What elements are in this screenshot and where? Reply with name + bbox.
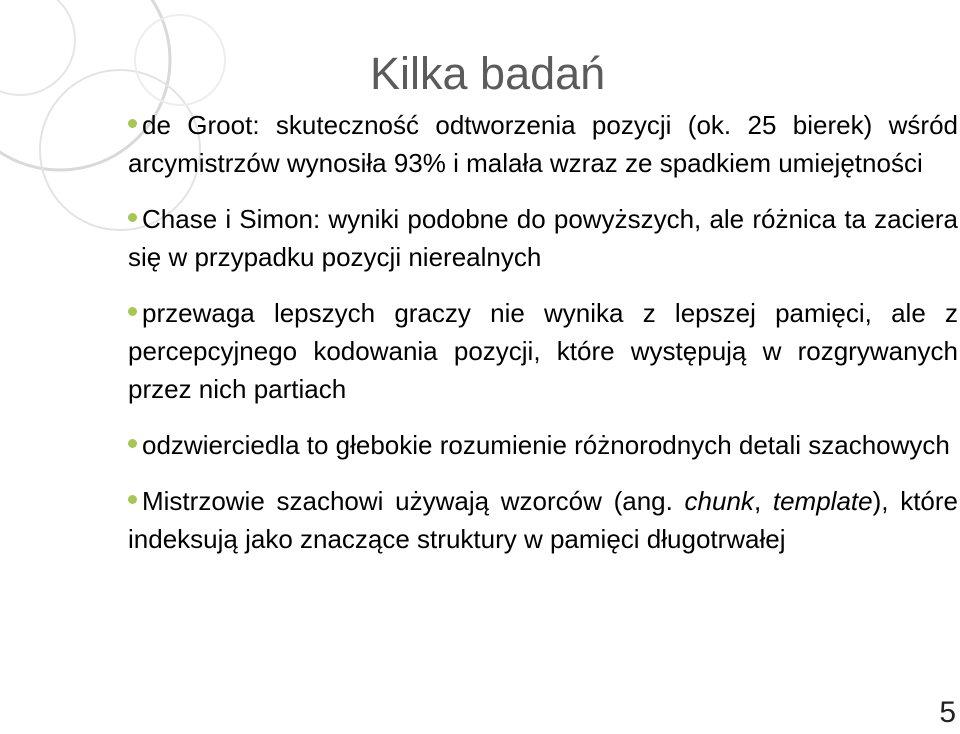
bullet-list: [128, 106, 958, 576]
bullet-item: [128, 294, 958, 408]
bullet-text: przewaga lepszych graczy nie wynika z lepszej pamięci, ale z percepcyjnego kodowania pozycji, które występują w rozgrywanych przez nich partiach: [128, 298, 958, 404]
bullet-item: [128, 426, 958, 464]
slide-title: Kilka badań: [370, 48, 606, 99]
bullet-dot-icon: [128, 495, 137, 504]
bullet-item: [128, 200, 958, 276]
italic-term-template: template: [772, 486, 873, 516]
bullet-item: [128, 106, 958, 182]
bullet-text: odzwierciedla to głebokie rozumienie różnorodnych detali szachowych: [142, 430, 950, 460]
bullet-dot-icon: [128, 119, 137, 128]
italic-term-chunk: chunk: [684, 486, 754, 516]
bullet-dot-icon: [128, 213, 137, 222]
separator: ,: [753, 486, 773, 516]
bullet-text-after: ), które indeksują jako znaczące struktury w pamięci długotrwałej: [128, 486, 958, 554]
bullet-text: Chase i Simon: wyniki podobne do powyższych, ale różnica ta zaciera się w przypadku pozycji nierealnych: [128, 204, 958, 272]
bullet-dot-icon: [128, 307, 137, 316]
bullet-text-before: Mistrzowie szachowi używają wzorców (ang.: [142, 486, 685, 516]
bullet-item: [128, 482, 958, 558]
bullet-text: de Groot: skuteczność odtworzenia pozycji (ok. 25 bierek) wśród arcymistrzów wynosiła 93% i malała wzraz ze spadkiem umiejętności: [128, 110, 958, 178]
bullet-dot-icon: [128, 439, 137, 448]
page-number: 5: [939, 696, 956, 729]
